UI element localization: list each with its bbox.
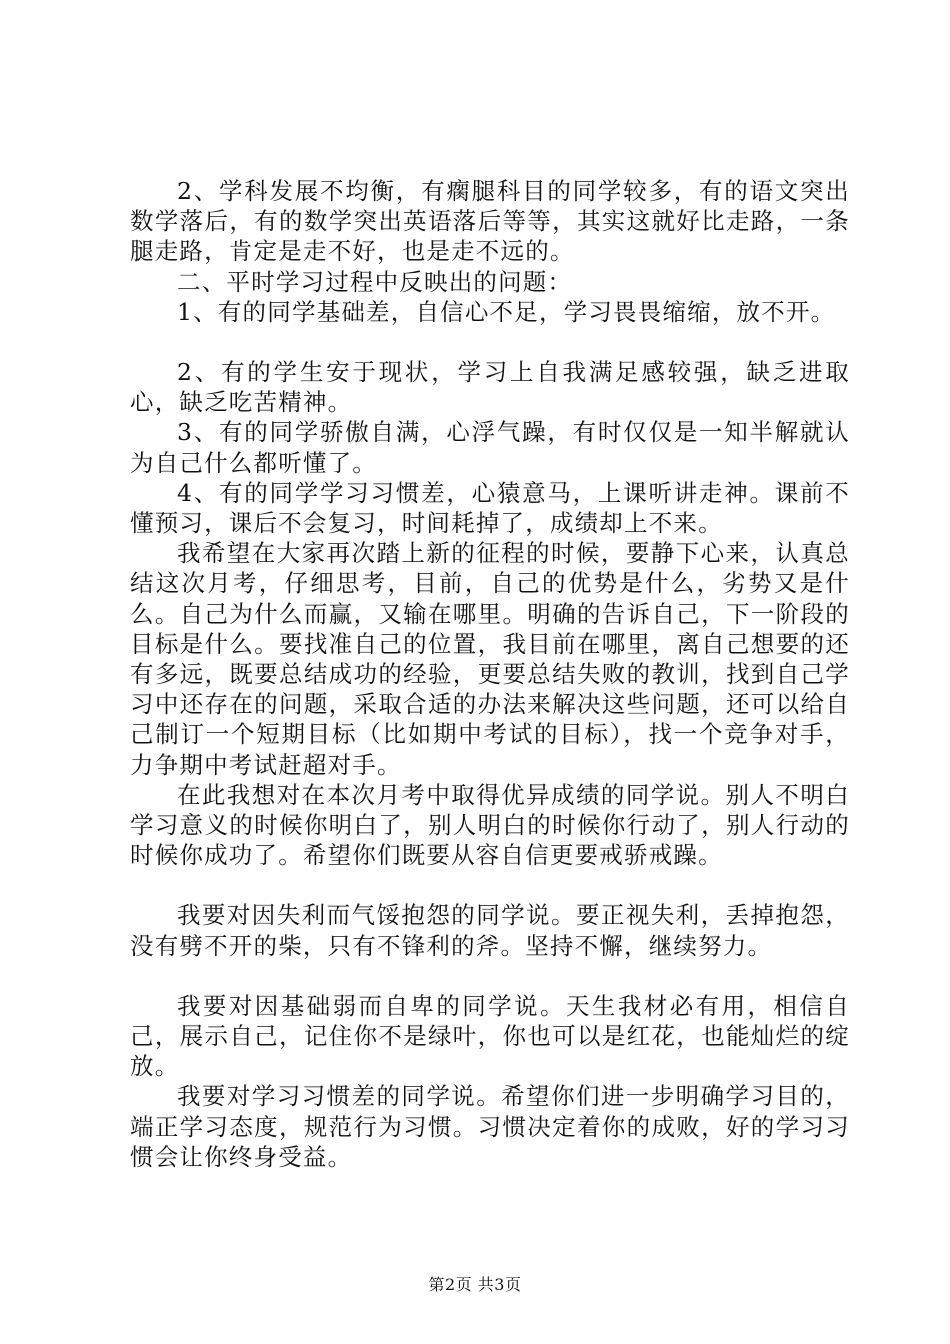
paragraph-inferior-students: 我要对因基础弱而自卑的同学说。天生我材必有用，相信自己，展示自己，记住你不是绿叶，你也可以是红花，也能灿烂的绽放。 [130,991,850,1081]
paragraph-hope-summary: 我希望在大家再次踏上新的征程的时候，要静下心来，认真总结这次月考，仔细思考，目前，自己的优势是什么，劣势又是什么。自己为什么而赢，又输在哪里。明确的告诉自己，下一阶段的目标是什么。要找准自己的位置，我目前在哪里，离自己想要的还有多远，既要总结成功的经验，更要总结失败的教训，找到自己学习中还存在的问题，采取合适的办法来解决这些问题，还可以给自己制订一个短期目标（比如期中考试的目标），找一个竞争对手，力争期中考试赶超对手。 [130,539,850,779]
document-body [130,176,850,1172]
paragraph-excellent-students: 在此我想对在本次月考中取得优异成绩的同学说。别人不明白学习意义的时候你明白了，别人明白的时候你行动了，别人行动的时候你成功了。希望你们既要从容自信更要戒骄戒躁。 [130,780,850,870]
section-heading-problems: 二、平时学习过程中反映出的问题： [177,267,573,296]
paragraph-uneven-subjects: 2、学科发展不均衡，有瘸腿科目的同学较多，有的语文突出数学落后，有的数学突出英语落后等等，其实这就好比走路，一条腿走路，肯定是走不好，也是走不远的。 [130,177,850,266]
page-number-footer: 第2页 共3页 [428,1275,522,1294]
paragraph-habit-students: 我要对学习习惯差的同学说。希望你们进一步明确学习目的，端正学习态度，规范行为习惯。习惯决定着你的成败，好的学习习惯会让你终身受益。 [130,1082,850,1171]
paragraph-complacent: 2、有的学生安于现状，学习上自我满足感较强，缺乏进取心，缺乏吃苦精神。 [130,358,850,417]
paragraph-weak-foundation: 1、有的同学基础差，自信心不足，学习畏畏缩缩，放不开。 [177,297,836,326]
paragraph-arrogant: 3、有的同学骄傲自满，心浮气躁，有时仅仅是一知半解就认为自己什么都听懂了。 [130,418,850,477]
paragraph-discouraged-students: 我要对因失利而气馁抱怨的同学说。要正视失利，丢掉抱怨，没有劈不开的柴，只有不锋利的斧。坚持不懈，继续努力。 [130,901,850,960]
paragraph-bad-habits: 4、有的同学学习习惯差，心猿意马，上课听讲走神。课前不懂预习，课后不会复习，时间耗掉了，成绩却上不来。 [130,478,850,538]
